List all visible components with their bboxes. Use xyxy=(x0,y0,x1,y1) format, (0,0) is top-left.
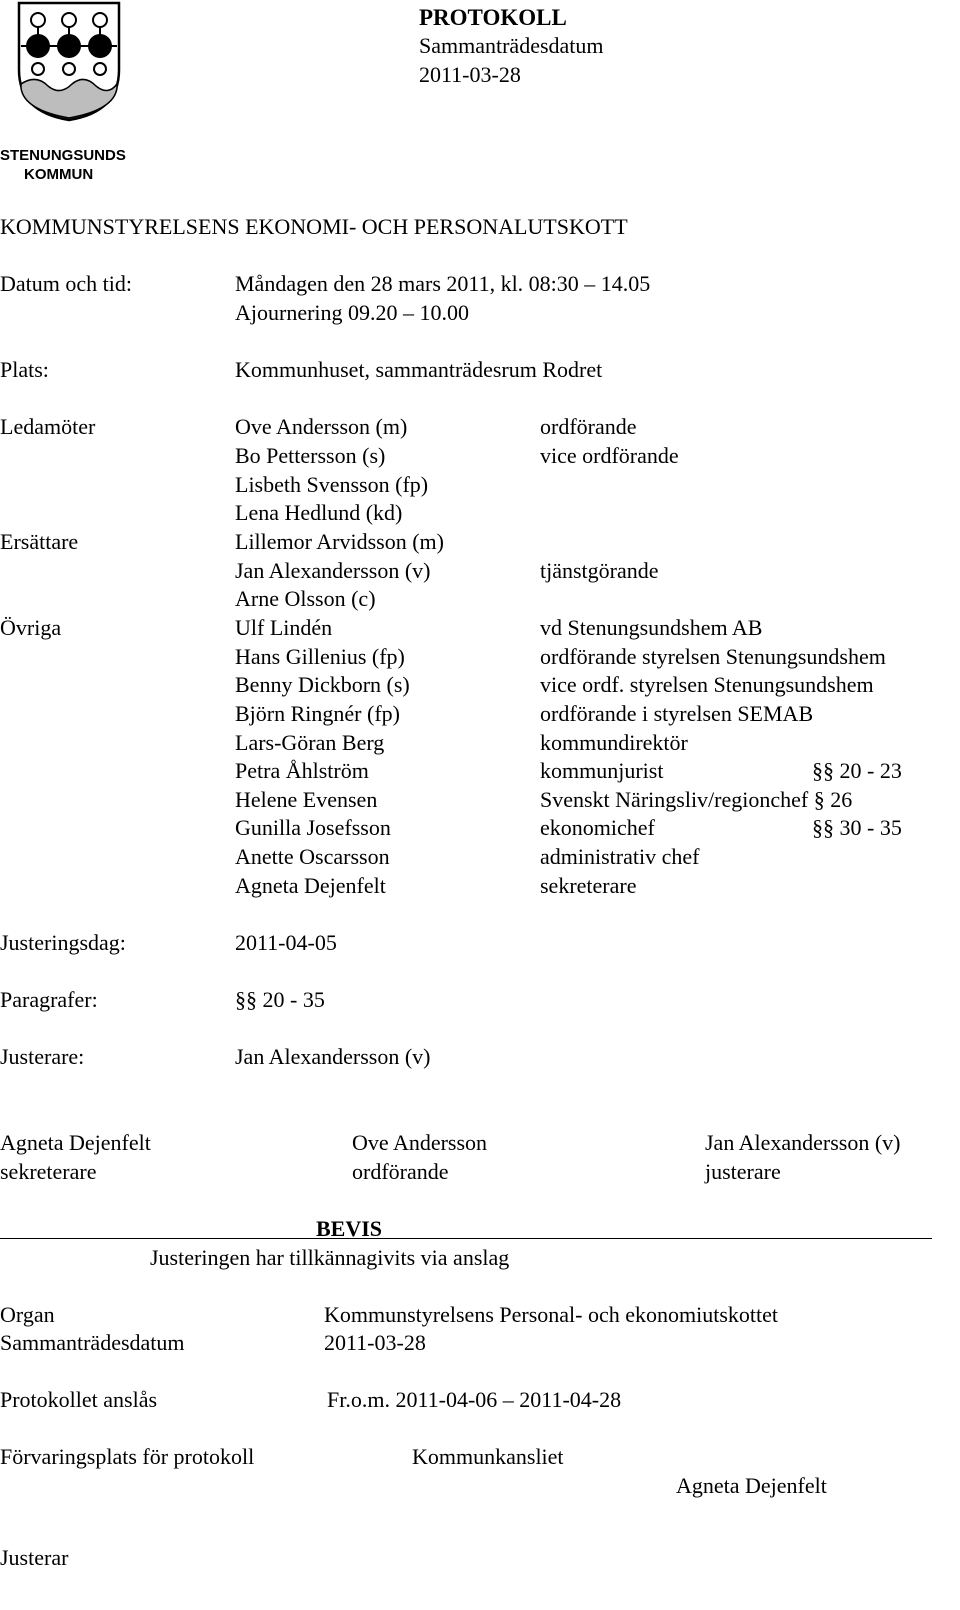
attendee-role: sekreterare xyxy=(540,873,637,898)
attendee-name: Bo Pettersson (s) xyxy=(235,443,386,468)
attendee-name: Lars-Göran Berg xyxy=(235,730,385,755)
bevis-signer: Agneta Dejenfelt xyxy=(676,1473,827,1498)
committee-title: KOMMUNSTYRELSENS EKONOMI- OCH PERSONALUTSKOTT xyxy=(0,214,628,239)
signature-name: Ove Andersson xyxy=(352,1130,488,1155)
attendee-role: ordförande i styrelsen SEMAB xyxy=(540,701,814,726)
signature-role: sekreterare xyxy=(0,1159,97,1184)
attendee-role: vd Stenungsundshem AB xyxy=(540,615,763,640)
attendee-name: Helene Evensen xyxy=(235,787,378,812)
attendee-name: Petra Åhlström xyxy=(235,758,369,783)
adjuster-value: Jan Alexandersson (v) xyxy=(235,1044,431,1069)
time-value: Måndagen den 28 mars 2011, kl. 08:30 – 14.05 xyxy=(235,271,651,296)
document-type: PROTOKOLL xyxy=(419,5,567,30)
signature-name: Jan Alexandersson (v) xyxy=(705,1130,901,1155)
footer-cut-text: Justerar xyxy=(0,1545,69,1570)
signature-role: justerare xyxy=(705,1159,781,1184)
bevis-title: BEVIS xyxy=(316,1216,383,1241)
municipality-name-line2: KOMMUN xyxy=(24,166,94,183)
attendee-name: Ulf Lindén xyxy=(235,615,333,640)
attendee-name: Agneta Dejenfelt xyxy=(235,873,386,898)
storage-label: Förvaringsplats för protokoll xyxy=(0,1444,255,1469)
attendee-name: Jan Alexandersson (v) xyxy=(235,558,431,583)
others-label: Övriga xyxy=(0,615,62,640)
attendee-name: Lena Hedlund (kd) xyxy=(235,500,403,525)
bevis-date-label: Sammanträdesdatum xyxy=(0,1330,185,1355)
attendee-sections: §§ 30 - 35 xyxy=(812,815,902,840)
posted-value: Fr.o.m. 2011-04-06 – 2011-04-28 xyxy=(327,1387,622,1412)
adjournment: Ajournering 09.20 – 10.00 xyxy=(235,300,470,325)
meeting-date-label: Sammanträdesdatum xyxy=(419,33,604,58)
attendee-name: Ove Andersson (m) xyxy=(235,414,408,439)
municipality-name xyxy=(0,146,126,184)
attendee-name: Benny Dickborn (s) xyxy=(235,672,410,697)
attendee-role: vice ordförande xyxy=(540,443,679,468)
signature-name: Agneta Dejenfelt xyxy=(0,1130,151,1155)
attendee-role: administrativ chef xyxy=(540,844,700,869)
members-label: Ledamöter xyxy=(0,414,96,439)
attendee-role: kommundirektör xyxy=(540,730,688,755)
adjustment-date-value: 2011-04-05 xyxy=(235,930,337,955)
attendee-name: Gunilla Josefsson xyxy=(235,815,391,840)
attendee-role: ekonomichef xyxy=(540,815,655,840)
attendee-role: Svenskt Näringsliv/regionchef § 26 xyxy=(540,787,853,812)
place-label: Plats: xyxy=(0,357,49,382)
coat-of-arms-logo xyxy=(16,0,122,122)
attendee-sections: §§ 20 - 23 xyxy=(812,758,902,783)
time-label: Datum och tid: xyxy=(0,271,132,296)
bevis-date-value: 2011-03-28 xyxy=(324,1330,426,1355)
attendee-role: kommunjurist xyxy=(540,758,664,783)
attendee-name: Lisbeth Svensson (fp) xyxy=(235,472,429,497)
attendee-name: Björn Ringnér (fp) xyxy=(235,701,400,726)
substitutes-label: Ersättare xyxy=(0,529,79,554)
attendee-name: Arne Olsson (c) xyxy=(235,586,376,611)
paragraphs-label: Paragrafer: xyxy=(0,987,98,1012)
attendee-role: tjänstgörande xyxy=(540,558,659,583)
attendee-role: ordförande styrelsen Stenungsundshem xyxy=(540,644,886,669)
attendee-name: Anette Oscarsson xyxy=(235,844,390,869)
meeting-date-value: 2011-03-28 xyxy=(419,62,521,87)
attendee-role: ordförande xyxy=(540,414,637,439)
bevis-subtitle: Justeringen har tillkännagivits via anslag xyxy=(150,1245,510,1270)
posted-label: Protokollet anslås xyxy=(0,1387,158,1412)
adjuster-label: Justerare: xyxy=(0,1044,85,1069)
attendee-role: vice ordf. styrelsen Stenungsundshem xyxy=(540,672,874,697)
section-divider xyxy=(0,1238,932,1239)
organ-label: Organ xyxy=(0,1302,55,1327)
adjustment-date-label: Justeringsdag: xyxy=(0,930,126,955)
paragraphs-value: §§ 20 - 35 xyxy=(235,987,325,1012)
attendee-name: Hans Gillenius (fp) xyxy=(235,644,405,669)
attendee-name: Lillemor Arvidsson (m) xyxy=(235,529,444,554)
organ-value: Kommunstyrelsens Personal- och ekonomiutskottet xyxy=(324,1302,778,1327)
municipality-name-line1: STENUNGSUNDS xyxy=(0,147,126,164)
storage-value: Kommunkansliet xyxy=(412,1444,564,1469)
place-value: Kommunhuset, sammanträdesrum Rodret xyxy=(235,357,603,382)
signature-role: ordförande xyxy=(352,1159,449,1184)
